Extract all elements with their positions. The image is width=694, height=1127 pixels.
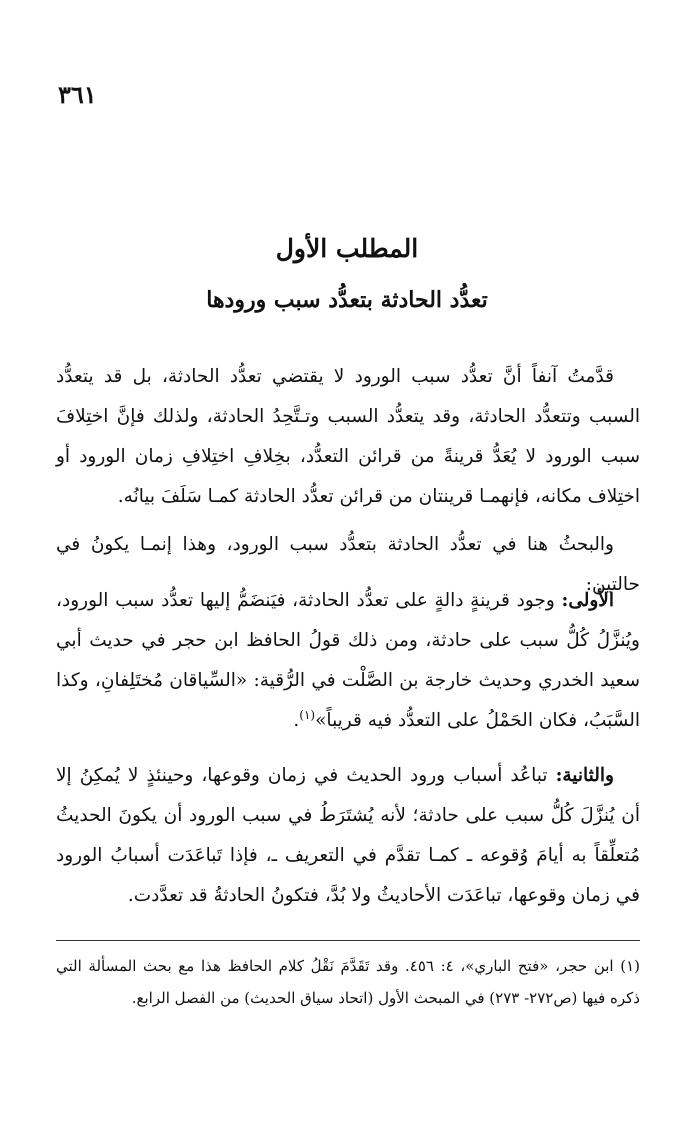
footnote-divider <box>56 940 640 941</box>
paragraph-second-case <box>56 756 640 916</box>
second-case-label: والثانية: <box>555 765 614 786</box>
paragraph-two-cases: والبحثُ هنا في تعدُّد الحادثة بتعدُّد سبب الورود، وهذا إنمـا يكونُ في حالتين: <box>56 534 640 595</box>
section-title: المطلب الأول <box>275 234 419 263</box>
page-number: ٣٦١ <box>58 80 97 109</box>
first-case-text: وجود قرينةٍ دالةٍ على تعدُّد الحادثة، فيَنضَمُّ إليها تعدُّد سبب الورود، ويُنزَّلُ كُلُّ سبب على حادثة، ومن ذلك قولُ الحافظ ابن حجر في حديث أبي سعيد الخدري وحديث خارجة بن الصَّلْت في الرُّقية: «السِّياقان مُختَلِفانِ، وكذا السَّبَبُ، فكان الحَمْلُ على التعدُّد فيه قريباً» <box>56 590 640 731</box>
first-case-label: الأولى: <box>561 590 614 611</box>
second-case-text: تباعُد أسباب ورود الحديث في زمان وقوعها، وحينئذٍ لا يُمكِنُ إلا أن يُنزَّلَ كُلُّ سبب على حادثة؛ لأنه يُشتَرَطُ في سبب الورود أن يكونَ الحديثُ مُتعلِّقاً به أيامَ وُقوعه ـ كمـا تقدَّم في التعريف ـ، فإذا تَباعَدَت أسبابُ الورود في زمان وقوعها، تباعَدَت الأحاديثُ ولا بُدَّ، فتكونُ الحادثةُ قد تعدَّدت. <box>56 765 640 906</box>
first-case-end: . <box>293 710 300 731</box>
footnote: (١) ابن حجر، «فتح الباري»، ٤: ٤٥٦. وقد تَقَدَّمَ نَقْلُ كلام الحافظ هذا مع بحث المسألة التي ذكره فيها (ص٢٧٢- ٢٧٣) في المبحث الأول (اتحاد سياق الحديث) من الفصل الرابع. <box>56 957 641 1007</box>
section-subtitle: تعدُّد الحادثة بتعدُّد سبب ورودها <box>206 287 488 313</box>
paragraph-intro: قدَّمتُ آنفاً أنَّ تعدُّد سبب الورود لا يقتضي تعدُّد الحادثة، بل قد يتعدُّد السبب وتتعدُّد الحادثة، وقد يتعدُّد السبب وتـتَّحِدُ الحادثة، ولذلك فإنَّ اختِلافَ سبب الورود لا يُعَدُّ قرينةً من قرائن التعدُّد، بخِلافِ اختِلافِ زمان الورود أو اختِلاف مكانه، فإنهمـا قرينتان من قرائن تعدُّد الحادثة كمـا سَلَفَ بيانُه. <box>56 366 640 507</box>
paragraph-first-case <box>56 581 640 741</box>
footnote-marker[interactable]: (١) <box>299 707 316 722</box>
